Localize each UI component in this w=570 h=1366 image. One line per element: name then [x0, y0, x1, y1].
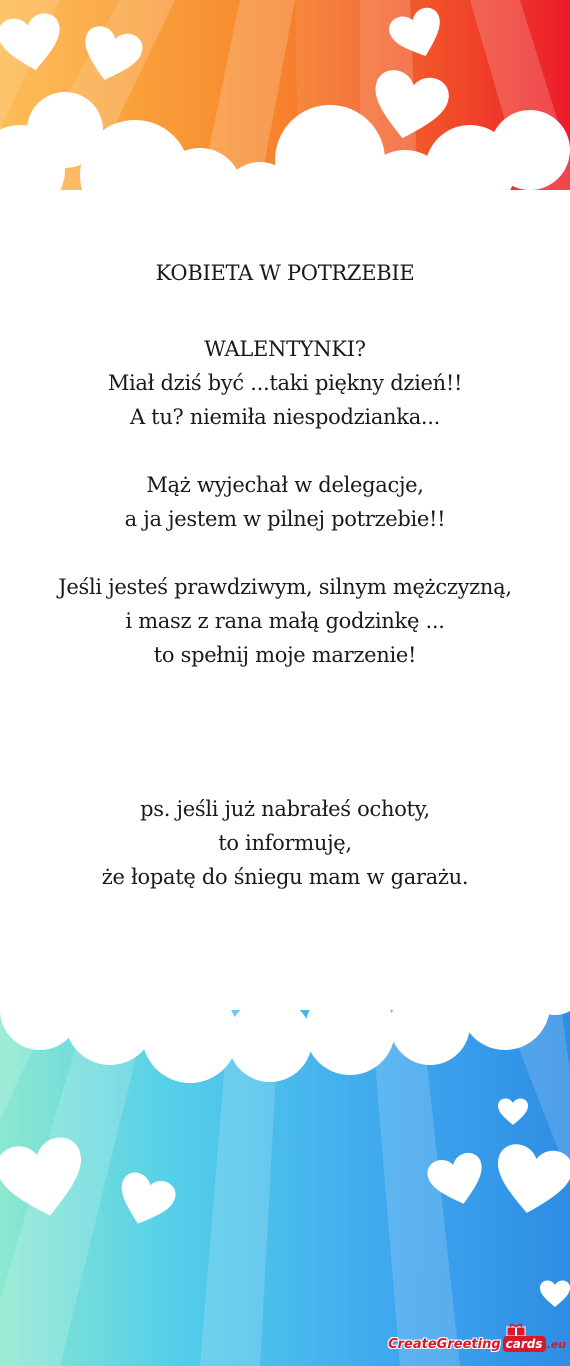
card-message	[0, 256, 570, 894]
card-line: Mąż wyjechał w delegacje,	[146, 473, 424, 497]
card-title: KOBIETA W POTRZEBIE	[155, 261, 415, 285]
logo-brand: CreateGreeting	[388, 1336, 501, 1352]
card-line: i masz z rana małą godzinkę ...	[125, 609, 445, 633]
card-line: A tu? niemiła niespodzianka...	[129, 405, 441, 429]
card-line: Jeśli jesteś prawdziwym, silnym mężczyzną,	[58, 575, 512, 599]
card-line: że łopatę do śniegu mam w garażu.	[101, 865, 469, 889]
gift-icon	[505, 1323, 527, 1336]
logo-box-text: cards	[505, 1337, 543, 1351]
logo-tld: .eu	[546, 1337, 566, 1351]
card-line: WALENTYNKI?	[204, 337, 366, 361]
creategreetingcards-logo[interactable]	[388, 1328, 566, 1360]
logo-box	[503, 1336, 546, 1352]
card-line: Miał dziś być ...taki piękny dzień!!	[107, 371, 463, 395]
card-line: a ja jestem w pilnej potrzebie!!	[124, 507, 446, 531]
card-line: to informuję,	[218, 831, 352, 855]
card-line: ps. jeśli już nabrałeś ochoty,	[140, 797, 430, 821]
card-line: to spełnij moje marzenie!	[153, 643, 417, 667]
